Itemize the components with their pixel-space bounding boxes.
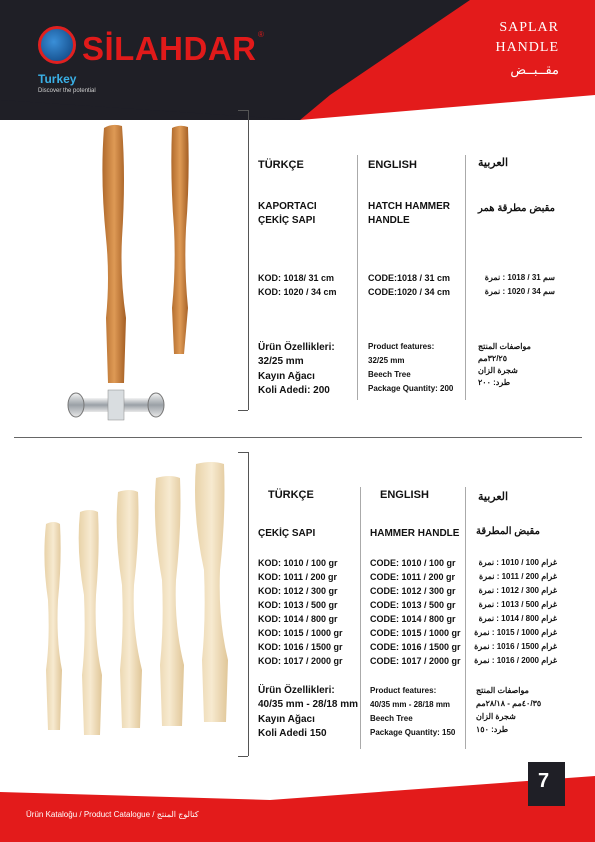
- page-title-tr: SAPLAR: [499, 20, 559, 35]
- section-separator: [14, 437, 582, 438]
- code-tr: KOD: 1012 / 300 gr: [258, 586, 338, 596]
- column-divider: [357, 155, 358, 400]
- column-divider: [465, 487, 466, 749]
- code-ar: سم 34 / 1020 : نمرة: [484, 287, 555, 296]
- code-tr: KOD: 1020 / 34 cm: [258, 287, 337, 297]
- feature-en: Beech Tree: [370, 714, 413, 723]
- page-number: 7: [538, 770, 550, 792]
- feature-ar: شجرة الزان: [476, 712, 516, 721]
- code-tr: KOD: 1016 / 1500 gr: [258, 642, 343, 652]
- feature-en: 32/25 mm: [368, 356, 405, 365]
- registered-mark: ®: [258, 30, 264, 39]
- feature-ar: ٣٢/٢٥مم: [478, 354, 508, 363]
- product-name-tr: ÇEKİÇ SAPI: [258, 215, 316, 226]
- code-tr: KOD: 1011 / 200 gr: [258, 572, 338, 582]
- feature-tr: Koli Adedi 150: [258, 728, 327, 739]
- code-ar: غرام 1500 / 1016 : نمرة: [474, 642, 557, 651]
- features-title-ar: مواصفات المنتج: [478, 342, 531, 351]
- code-tr: KOD: 1013 / 500 gr: [258, 600, 338, 610]
- page-title-en: HANDLE: [495, 40, 559, 55]
- code-en: CODE: 1012 / 300 gr: [370, 586, 456, 596]
- code-en: CODE: 1017 / 2000 gr: [370, 656, 461, 666]
- globe-logo-icon: [38, 26, 76, 64]
- feature-tr: Koli Adedi: 200: [258, 385, 330, 396]
- heading-arabic: العربية: [478, 491, 509, 503]
- code-tr: KOD: 1014 / 800 gr: [258, 614, 338, 624]
- code-ar: سم 31 / 1018 : نمرة: [484, 273, 555, 282]
- code-en: CODE: 1016 / 1500 gr: [370, 642, 461, 652]
- features-title-en: Product features:: [368, 342, 435, 351]
- feature-en: Beech Tree: [368, 370, 411, 379]
- product-name-tr: ÇEKİÇ SAPI: [258, 528, 316, 539]
- heading-turkish: TÜRKÇE: [258, 159, 304, 171]
- tagline: Discover the potential: [38, 88, 96, 94]
- code-en: CODE: 1013 / 500 gr: [370, 600, 456, 610]
- heading-turkish: TÜRKÇE: [268, 489, 314, 501]
- divider-vertical: [248, 110, 249, 410]
- brand-logo: SİLAHDAR: [82, 30, 257, 67]
- product-name-ar: مقبض مطرقة همر: [477, 203, 555, 214]
- feature-ar: طرد: ١٥٠: [476, 725, 509, 734]
- code-ar: غرام 500 / 1013 : نمرة: [478, 600, 557, 609]
- divider-tick: [238, 110, 248, 111]
- feature-tr: Kayın Ağacı: [258, 714, 315, 725]
- features-title-en: Product features:: [370, 686, 437, 695]
- feature-en: Package Quantity: 150: [370, 728, 456, 737]
- code-en: CODE: 1014 / 800 gr: [370, 614, 456, 624]
- feature-ar: طرد: ٢٠٠: [478, 378, 511, 387]
- code-en: CODE:1018 / 31 cm: [368, 273, 451, 283]
- divider-vertical: [248, 452, 249, 756]
- product-name-tr: KAPORTACI: [258, 201, 317, 212]
- heading-english: ENGLISH: [368, 159, 417, 171]
- footer-catalogue-label: Ürün Kataloğu / Product Catalogue / كتالوج المنتج: [26, 810, 199, 819]
- feature-ar: شجرة الزان: [478, 366, 518, 375]
- heading-english: ENGLISH: [380, 489, 429, 501]
- code-ar: غرام 100 / 1010 : نمرة: [478, 558, 557, 567]
- turkey-logo-text: Turkey: [38, 72, 77, 86]
- code-en: CODE: 1011 / 200 gr: [370, 572, 456, 582]
- feature-en: 40/35 mm - 28/18 mm: [370, 700, 451, 709]
- feature-ar: ٤٠/٣٥مم - ٢٨/١٨مم: [476, 699, 542, 708]
- code-ar: غرام 800 / 1014 : نمرة: [478, 614, 557, 623]
- product-name-en: HANDLE: [368, 215, 410, 226]
- code-tr: KOD: 1018/ 31 cm: [258, 273, 335, 283]
- code-en: CODE:1020 / 34 cm: [368, 287, 451, 297]
- code-en: CODE: 1015 / 1000 gr: [370, 628, 461, 638]
- feature-en: Package Quantity: 200: [368, 384, 454, 393]
- divider-tick: [238, 452, 248, 453]
- feature-tr: Kayın Ağacı: [258, 371, 315, 382]
- features-title-tr: Ürün Özellikleri:: [258, 342, 335, 353]
- code-ar: غرام 300 / 1012 : نمرة: [478, 586, 557, 595]
- feature-tr: 32/25 mm: [258, 356, 304, 367]
- feature-tr: 40/35 mm - 28/18 mm: [258, 699, 359, 710]
- code-tr: KOD: 1015 / 1000 gr: [258, 628, 343, 638]
- column-divider: [465, 155, 466, 400]
- code-en: CODE: 1010 / 100 gr: [370, 558, 456, 568]
- page-title-ar: مقــبــض: [510, 62, 559, 77]
- divider-tick: [238, 756, 248, 757]
- column-divider: [360, 487, 361, 749]
- code-ar: غرام 1000 / 1015 : نمرة: [474, 628, 557, 637]
- footer-background: [0, 762, 595, 842]
- hammer-handles-image: [34, 460, 234, 740]
- heading-arabic: العربية: [478, 157, 509, 169]
- code-ar: غرام 2000 / 1016 : نمرة: [474, 656, 557, 665]
- features-title-tr: Ürün Özellikleri:: [258, 685, 335, 696]
- code-tr: KOD: 1017 / 2000 gr: [258, 656, 343, 666]
- divider-tick: [238, 410, 248, 411]
- hatch-hammer-handles-image: [60, 118, 240, 428]
- product-name-en: HAMMER HANDLE: [370, 528, 460, 539]
- product-name-ar: مقبض المطرقة: [476, 526, 540, 537]
- features-title-ar: مواصفات المنتج: [476, 686, 529, 695]
- code-tr: KOD: 1010 / 100 gr: [258, 558, 338, 568]
- code-ar: غرام 200 / 1011 : نمرة: [479, 572, 557, 581]
- product-name-en: HATCH HAMMER: [368, 201, 451, 212]
